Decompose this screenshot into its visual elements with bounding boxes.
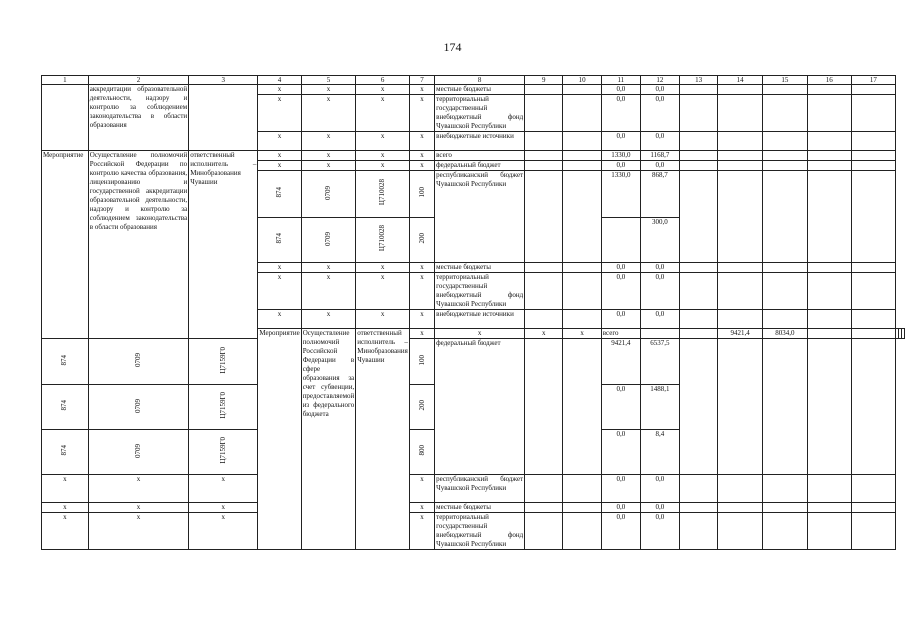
cell-x: x — [435, 329, 525, 339]
cell-section: 0709 — [133, 398, 142, 413]
value-cell: 0,0 — [601, 310, 640, 329]
value-cell: 0,0 — [601, 95, 640, 132]
cell-x: x — [301, 273, 356, 310]
cell-x: x — [301, 132, 356, 151]
table-row — [42, 151, 905, 161]
value-cell: 1330,0 — [601, 171, 640, 218]
cell-x: x — [88, 503, 188, 513]
cell-x: x — [301, 310, 356, 329]
source-label: территориальный государственный внебюджетный фонд Чувашской Республики — [436, 513, 524, 548]
value-cell: 0,0 — [640, 161, 679, 171]
value-cell: 8034,0 — [763, 329, 808, 339]
value-cell: 0,0 — [601, 85, 640, 95]
value-cell: 0,0 — [601, 475, 640, 503]
cell-section: 0709 — [133, 353, 142, 367]
source-label: всего — [435, 151, 525, 161]
cell-x: x — [356, 95, 410, 132]
measure-description: аккредитации образовательной деятельности, надзору и контролю за соблюдением законодательства в области образования — [88, 85, 188, 151]
header-cell: 3 — [189, 76, 258, 85]
value-cell: 0,0 — [601, 263, 640, 273]
header-cell: 1 — [42, 76, 89, 85]
cell-x: x — [189, 513, 258, 550]
cell-x: x — [258, 273, 301, 310]
cell-x: x — [409, 95, 434, 132]
cell-target-article: Ц7159Г0 — [218, 392, 227, 419]
cell-col1 — [42, 85, 89, 151]
cell-expense-type: 100 — [417, 187, 426, 198]
cell-section: 0709 — [323, 185, 332, 200]
budget-table — [41, 75, 905, 550]
cell-x: x — [301, 95, 356, 132]
value-cell: 1168,7 — [640, 151, 679, 161]
value-cell: 0,0 — [640, 263, 679, 273]
value-cell: 0,0 — [601, 161, 640, 171]
cell-x: x — [409, 329, 434, 339]
header-row — [42, 76, 905, 85]
value-cell: 868,7 — [640, 171, 679, 218]
header-cell: 10 — [563, 76, 601, 85]
cell-x: x — [563, 329, 601, 339]
cell-expense-type: 200 — [417, 233, 426, 244]
budget-table-sheet — [41, 75, 905, 550]
source-label: территориальный государственный внебюджетный фонд Чувашской Республики — [436, 273, 524, 308]
source-label: федеральный бюджет — [435, 339, 525, 475]
cell-target-article: Ц7159Г0 — [218, 437, 227, 464]
value-cell: 0,0 — [601, 132, 640, 151]
source-label: территориальный государственный внебюджетный фонд Чувашской Республики — [436, 95, 524, 130]
source-label: внебюджетные источники — [435, 132, 525, 151]
cell-x: x — [258, 95, 301, 132]
source-label: всего — [601, 329, 640, 339]
table-row — [42, 503, 905, 513]
header-cell: 4 — [258, 76, 301, 85]
cell-x: x — [258, 310, 301, 329]
source-label: местные бюджеты — [435, 503, 525, 513]
cell-target-article: Ц710028 — [378, 225, 387, 252]
header-cell: 16 — [807, 76, 851, 85]
value-cell: 0,0 — [640, 503, 679, 513]
cell-x: x — [409, 503, 434, 513]
header-cell: 2 — [88, 76, 188, 85]
header-cell: 8 — [435, 76, 525, 85]
cell-grbs: 874 — [60, 354, 69, 366]
cell-x: x — [356, 151, 410, 161]
cell-target-article: Ц7159Г0 — [218, 346, 227, 374]
cell-x: x — [258, 263, 301, 273]
cell-section: 0709 — [133, 443, 142, 458]
header-cell: 17 — [851, 76, 895, 85]
header-cell: 7 — [409, 76, 434, 85]
cell-target-article: Ц710028 — [378, 179, 387, 206]
source-label: республиканский бюджет Чувашской Республики — [435, 171, 525, 263]
page-number: 174 — [443, 40, 462, 54]
value-cell: 1488,1 — [640, 385, 679, 430]
header-cell: 13 — [679, 76, 717, 85]
cell-x: x — [409, 132, 434, 151]
cell-x: x — [258, 132, 301, 151]
value-cell: 0,0 — [601, 503, 640, 513]
cell-x: x — [356, 263, 410, 273]
header-cell: 14 — [718, 76, 763, 85]
header-cell: 9 — [525, 76, 563, 85]
cell-x: x — [301, 263, 356, 273]
value-cell: 0,0 — [640, 85, 679, 95]
cell-x: x — [409, 513, 434, 550]
cell-x: x — [409, 475, 434, 503]
header-cell: 15 — [763, 76, 808, 85]
cell-x: x — [525, 329, 563, 339]
cell-x: x — [409, 273, 434, 310]
cell-x: x — [356, 132, 410, 151]
table-row — [42, 85, 905, 95]
cell-x: x — [301, 85, 356, 95]
cell-x: x — [258, 161, 301, 171]
source-label: местные бюджеты — [435, 85, 525, 95]
cell-x: x — [88, 475, 188, 503]
value-cell: 8,4 — [640, 430, 679, 475]
cell-expense-type: 100 — [417, 354, 426, 366]
cell-x: x — [356, 273, 410, 310]
measure-description: Осуществление полномочий Российской Федерации по контролю качества образования, лицензированию и государственной аккредитации образовательной деятельности, надзору и контролю за соблюдением законодательства в области образования — [88, 151, 188, 339]
header-cell: 6 — [356, 76, 410, 85]
cell-x: x — [409, 151, 434, 161]
cell-x: x — [42, 513, 89, 550]
cell-expense-type: 800 — [417, 445, 426, 456]
value-cell: 0,0 — [601, 273, 640, 310]
cell-x: x — [356, 310, 410, 329]
source-label: федеральный бюджет — [435, 161, 525, 171]
table-row — [42, 513, 905, 550]
table-row — [42, 475, 905, 503]
cell-x: x — [258, 85, 301, 95]
value-cell: 300,0 — [640, 218, 679, 263]
cell-x: x — [409, 263, 434, 273]
measure-type: Мероприятие — [42, 151, 89, 339]
cell-grbs: 874 — [275, 187, 283, 198]
cell-x: x — [42, 475, 89, 503]
cell-x: x — [88, 513, 188, 550]
table-row — [42, 339, 905, 385]
value-cell: 6537,5 — [640, 339, 679, 385]
value-cell: 0,0 — [601, 513, 640, 550]
value-cell: 0,0 — [640, 132, 679, 151]
cell-col3 — [189, 85, 258, 151]
cell-grbs: 874 — [60, 400, 69, 411]
cell-x: x — [409, 85, 434, 95]
header-cell: 12 — [640, 76, 679, 85]
source-label: республиканский бюджет Чувашской Республики — [435, 475, 525, 503]
source-label: местные бюджеты — [435, 263, 525, 273]
value-cell: 0,0 — [640, 273, 679, 310]
cell-x: x — [409, 310, 434, 329]
measure-type: Мероприятие — [258, 329, 301, 550]
cell-x: x — [189, 475, 258, 503]
cell-x: x — [189, 503, 258, 513]
source-label: внебюджетные источники — [435, 310, 525, 329]
cell-x: x — [409, 161, 434, 171]
value-cell: 0,0 — [640, 95, 679, 132]
value-cell: 0,0 — [640, 475, 679, 503]
value-cell: 9421,4 — [601, 339, 640, 385]
cell-expense-type: 200 — [417, 400, 426, 411]
header-cell: 5 — [301, 76, 356, 85]
value-cell: 0,0 — [601, 385, 640, 430]
responsible-executor: ответственный исполнитель – Минобразования Чувашии — [189, 151, 258, 339]
cell-x: x — [301, 151, 356, 161]
header-cell: 11 — [601, 76, 640, 85]
cell-section: 0709 — [323, 231, 332, 246]
value-cell: 0,0 — [601, 430, 640, 475]
cell-x: x — [42, 503, 89, 513]
cell-x: x — [356, 85, 410, 95]
cell-grbs: 874 — [275, 233, 283, 244]
cell-x: x — [258, 151, 301, 161]
responsible-executor: ответственный исполнитель – Минобразования Чувашии — [356, 329, 410, 550]
cell-grbs: 874 — [60, 445, 69, 456]
cell-x: x — [356, 161, 410, 171]
cell-x: x — [301, 161, 356, 171]
value-cell: 0,0 — [640, 310, 679, 329]
value-cell: 0,0 — [640, 513, 679, 550]
value-cell: 9421,4 — [718, 329, 763, 339]
value-cell: 1330,0 — [601, 151, 640, 161]
measure-description: Осуществление полномочий Российской Федерации в сфере образования за счет субвенции, предоставляемой из федерального бюджета — [301, 329, 356, 550]
